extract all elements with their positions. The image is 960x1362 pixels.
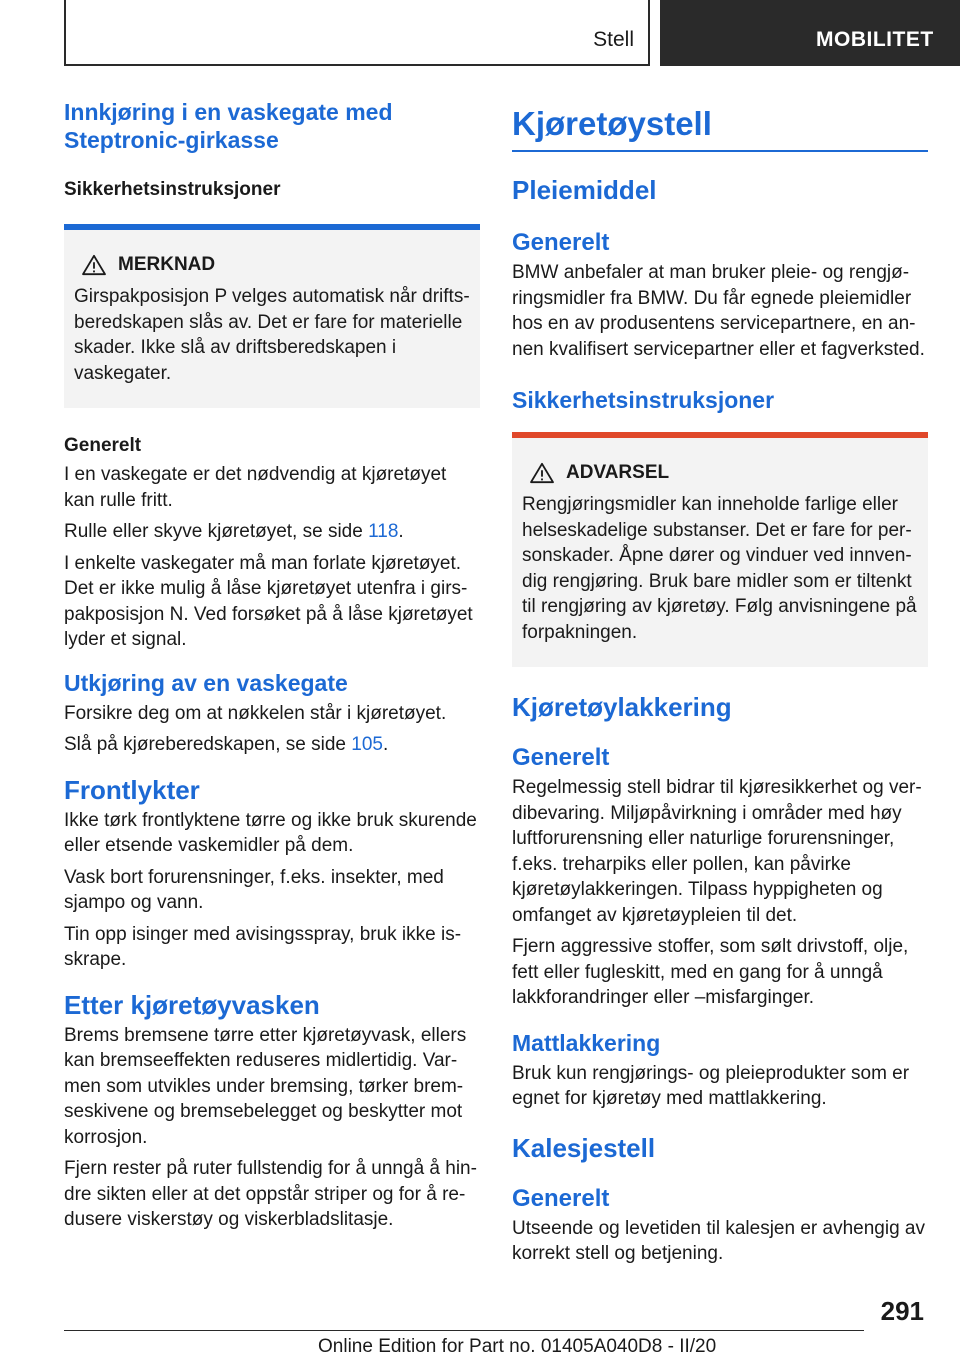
- warning-text: Rengjøringsmidler kan inneholde farlige eller helseskadelige substanser. Det er fare for personskader. Åpne dører og vinduer ved innvendig rengjøring. Bruk bare midler som er tiltenkt til rengjøring av kjøretøy. Følg anvisningene på forpakningen.: [522, 494, 917, 643]
- header-section-title: Stell: [593, 28, 634, 51]
- trim-paragraph-1: Utseende og levetiden til kalesjen er avhengig av korrekt stell og betjening.: [512, 1217, 925, 1264]
- care-general-heading: Generelt: [512, 229, 610, 256]
- section-title-car-wash: Innkjøring i en vaskegate med Steptronic-girkasse: [64, 99, 393, 153]
- section-title-headlights: Frontlykter: [64, 774, 200, 805]
- section-title-matte: Mattlakkering: [512, 1029, 661, 1056]
- section-title-safety: Sikkerhetsinstruksjoner: [512, 387, 775, 413]
- note-text: Girspakposisjon P velges automatisk når driftsberedskapen slås av. Det er fare for materielle skader. Ikke slå av driftsberedskapen i vaskegater.: [74, 286, 470, 384]
- general-paragraph-1: I en vaskegate er det nødvendig at kjøretøyet kan rulle fritt.: [64, 464, 447, 511]
- trim-general-heading: Generelt: [512, 1184, 610, 1212]
- general-label: Generelt: [64, 435, 142, 456]
- page-link-105[interactable]: 105: [351, 734, 383, 755]
- headlights-paragraph-1: Ikke tørk frontlyktene tørre og ikke bruk skurende eller etsende vaskemidler på dem.: [64, 809, 477, 856]
- general-paragraph-2: [64, 519, 480, 545]
- matte-paragraph-1: Bruk kun rengjørings- og pleieprodukter som er egnet for kjøretøy med mattlakkering.: [512, 1062, 910, 1109]
- header-chapter-tab: MOBILITET: [660, 0, 960, 66]
- paint-paragraph-1: Regelmessig stell bidrar til kjøresikkerhet og verdibevaring. Miljøpåvirkning i områder med høy luftforurensning eller naturlige forurensninger, f.eks. treharpiks eller pollen, kan påvirke kjøretøylakkeringen. Tilpass hyppigheten og omfanget av kjøretøypleien til det.: [512, 777, 922, 926]
- section-title-paint: Kjøretøylakkering: [512, 692, 732, 722]
- exit-paragraph-2-text: Slå på kjøreberedskapen, se side: [64, 734, 352, 755]
- safety-label: Sikkerhetsinstruksjoner: [64, 179, 281, 200]
- warning-title: ADVARSEL: [566, 462, 670, 483]
- right-column: [512, 104, 928, 1267]
- note-box: [64, 224, 480, 408]
- general-paragraph-3: I enkelte vaskegater må man forlate kjøretøyet. Det er ikke mulig å låse kjøretøyet utenfra i girspakposisjon N. Ved forsøket på å låse kjøretøyet lyder et signal.: [64, 552, 473, 650]
- warning-triangle-icon: [80, 254, 108, 276]
- section-title-convertible-top: Kalesjestell: [512, 1132, 656, 1163]
- after-paragraph-1: Brems bremsene tørre etter kjøretøyvask, ellers kan bremseeffekten reduseres midlertidig. Varmen som utvikles under bremsing, tørker bremseskivene og bremsebelegget og beskytter mot korrosjon.: [64, 1024, 467, 1148]
- left-column: [64, 98, 480, 1233]
- page-number: 291: [880, 1296, 924, 1326]
- header-section-box: [64, 0, 650, 66]
- care-paragraph-1: BMW anbefaler at man bruker pleie- og rengjøringsmidler fra BMW. Du får egnede pleiemidler hos en av produsentens servicepartnere, en annen kvalifisert servicepartner eller et fagverksted.: [512, 262, 925, 360]
- footer-edition: Online Edition for Part no. 01405A040D8 - II/20: [318, 1336, 717, 1357]
- page-main-title: Kjøretøystell: [512, 104, 928, 152]
- general-paragraph-2-end: .: [398, 521, 404, 542]
- section-title-care-products: Pleiemiddel: [512, 175, 657, 205]
- exit-paragraph-2: [64, 732, 480, 758]
- note-title-row: [74, 252, 470, 278]
- exit-paragraph-2-end: .: [382, 734, 389, 755]
- paint-general-heading: Generelt: [512, 744, 610, 771]
- section-title-after-wash: Etter kjøretøyvasken: [64, 989, 320, 1020]
- page-link-118[interactable]: 118: [368, 521, 399, 542]
- warning-box: [512, 432, 928, 667]
- headlights-paragraph-3: Tin opp isinger med avisingsspray, bruk ikke isskrape.: [64, 923, 462, 970]
- paint-paragraph-2: Fjern aggressive stoffer, som sølt drivstoff, olje, fett eller fugleskitt, med en gang for å unngå lakkforandringer eller –misfarginger.: [512, 936, 909, 1008]
- warning-title-row: [522, 460, 918, 486]
- section-title-exit: Utkjøring av en vaskegate: [64, 669, 348, 696]
- general-paragraph-2-text: Rulle eller skyve kjøretøyet, se side: [64, 521, 369, 542]
- note-title: MERKNAD: [118, 254, 216, 275]
- after-paragraph-2: Fjern rester på ruter fullstendig for å unngå å hindre sikten eller at det oppstår striper og for å redusere viskerstøy og viskerbladslitasje.: [64, 1158, 477, 1230]
- warning-triangle-icon: [528, 462, 556, 484]
- footer-divider: [64, 1330, 864, 1331]
- headlights-paragraph-2: Vask bort forurensninger, f.eks. insekter, med sjampo og vann.: [64, 866, 444, 913]
- exit-paragraph-1: Forsikre deg om at nøkkelen står i kjøretøyet.: [64, 702, 447, 724]
